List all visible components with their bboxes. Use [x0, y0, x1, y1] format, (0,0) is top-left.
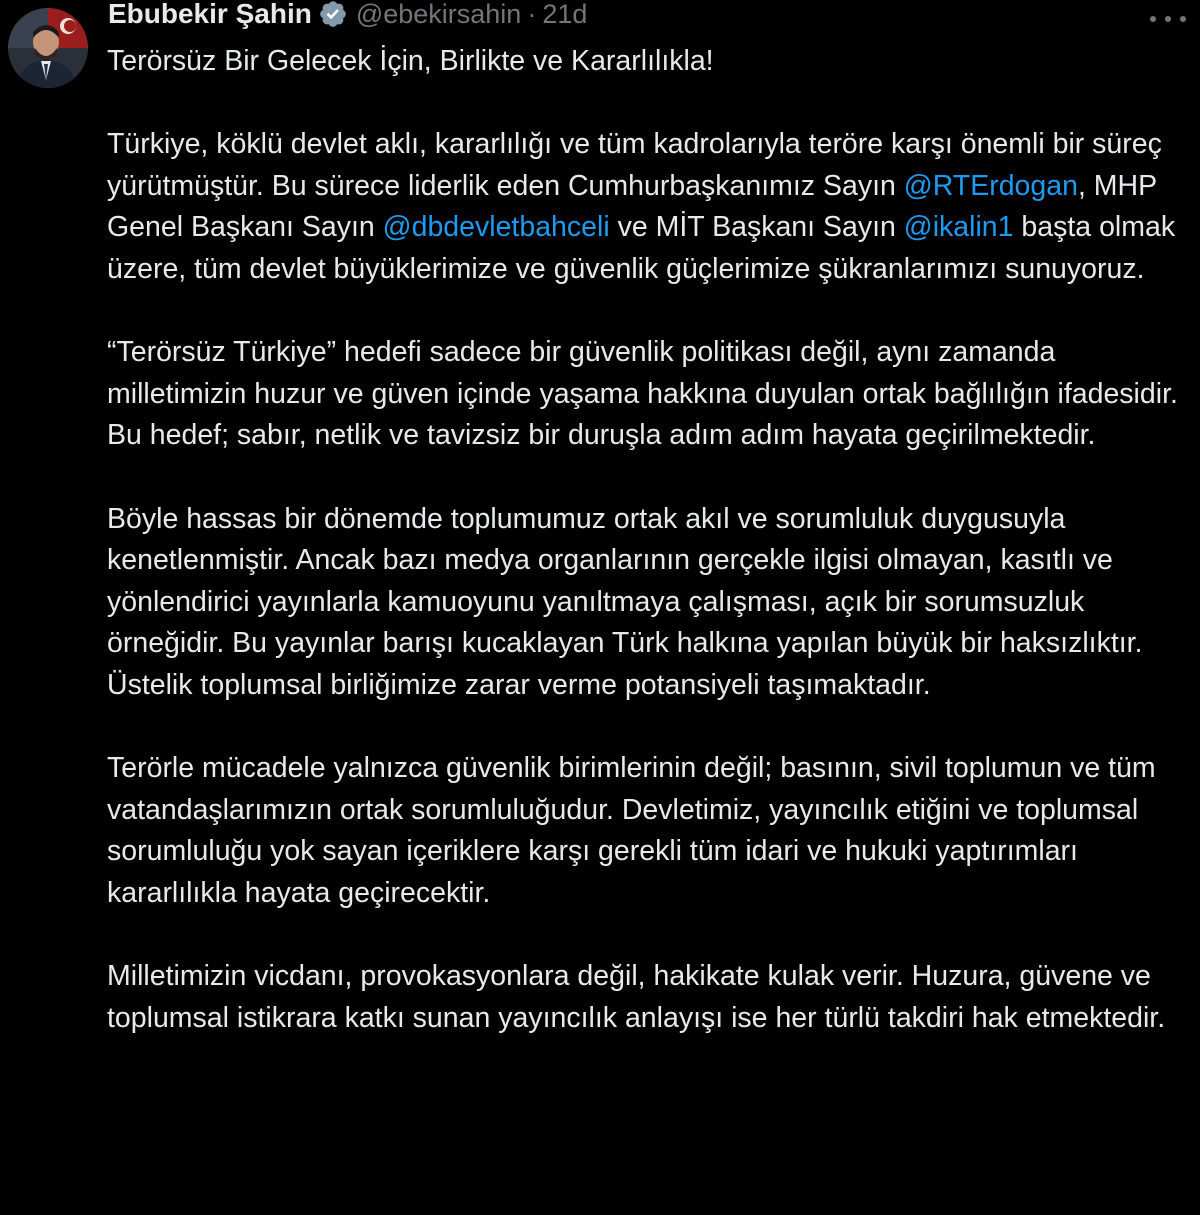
- tweet-text: [107, 41, 1197, 1039]
- verified-badge-icon[interactable]: [318, 0, 348, 29]
- mention-link[interactable]: @dbdevletbahceli: [382, 211, 610, 244]
- paragraph-text: ve MİT Başkanı Sayın: [609, 211, 904, 244]
- avatar-photo-icon: [8, 8, 88, 88]
- more-dot-icon: [1165, 16, 1171, 22]
- mention-link[interactable]: @ikalin1: [903, 211, 1014, 244]
- more-dot-icon: [1150, 16, 1156, 22]
- paragraph-text: Türkiye, köklü devlet aklı, kararlılığı ve tüm kadrolarıyla teröre karşı önemli bir süreç yürütmüştür. Bu sürece liderlik eden Cumhurbaşkanımız Sayın: [107, 128, 1162, 202]
- tweet-title: Terörsüz Bir Gelecek İçin, Birlikte ve Kararlılıkla!: [107, 45, 714, 77]
- paragraph-text: , MHP Genel Başkanı Sayın: [107, 169, 1157, 244]
- paragraph-text: başta olmak üzere, tüm devlet büyüklerimize ve güvenlik güçlerimize şükranlarımızı sunuyoruz.: [107, 211, 1176, 285]
- avatar[interactable]: [8, 8, 88, 88]
- tweet-timestamp[interactable]: 21d: [542, 0, 588, 29]
- tweet-paragraph-5: Milletimizin vicdanı, provokasyonlara değil, hakikate kulak verir. Huzura, güvene ve toplumsal istikrara katkı sunan yayıncılık anlayışı ise her türlü takdiri hak etmektedir.: [107, 960, 1166, 1034]
- tweet-paragraph-1: [107, 124, 1197, 290]
- more-options-icon[interactable]: [1150, 8, 1186, 30]
- tweet-header: [108, 0, 587, 34]
- tweet-paragraph-3: Böyle hassas bir dönemde toplumumuz ortak akıl ve sorumluluk duygusuyla kenetlenmiştir. Ancak bazı medya organlarının gerçekle ilgisi olmayan, kasıtlı ve yönlendirici yayınlarla kamuoyunu yanıltmaya çalışması, açık bir sorumsuzluk örneğidir. Bu yayınlar barışı kucaklayan Türk halkına yapılan büyük bir haksızlıktır. Üstelik toplumsal birliğimize zarar verme potansiyeli taşımaktadır.: [107, 502, 1143, 701]
- author-display-name[interactable]: Ebubekir Şahin: [108, 0, 312, 29]
- mention-link[interactable]: @RTErdogan: [903, 169, 1078, 202]
- tweet-paragraph-2: “Terörsüz Türkiye” hedefi sadece bir güvenlik politikası değil, aynı zamanda milletimizin huzur ve güven içinde yaşama hakkına duyulan ortak bağlılığın ifadesidir. Bu hedef; sabır, netlik ve tavizsiz bir duruşla adım adım hayata geçirilmektedir.: [107, 336, 1178, 452]
- more-dot-icon: [1180, 16, 1186, 22]
- tweet-paragraph-4: Terörle mücadele yalnızca güvenlik birimlerinin değil; basının, sivil toplumun ve tüm vatandaşlarımızın ortak sorumluluğudur. Devletimiz, yayıncılık etiğini ve toplumsal sorumluluğu yok sayan içeriklere karşı gerekli tüm idari ve hukuki yaptırımları kararlılıkla hayata geçirecektir.: [107, 752, 1156, 909]
- author-handle[interactable]: @ebekirsahin: [355, 0, 522, 29]
- header-separator: ·: [527, 0, 537, 29]
